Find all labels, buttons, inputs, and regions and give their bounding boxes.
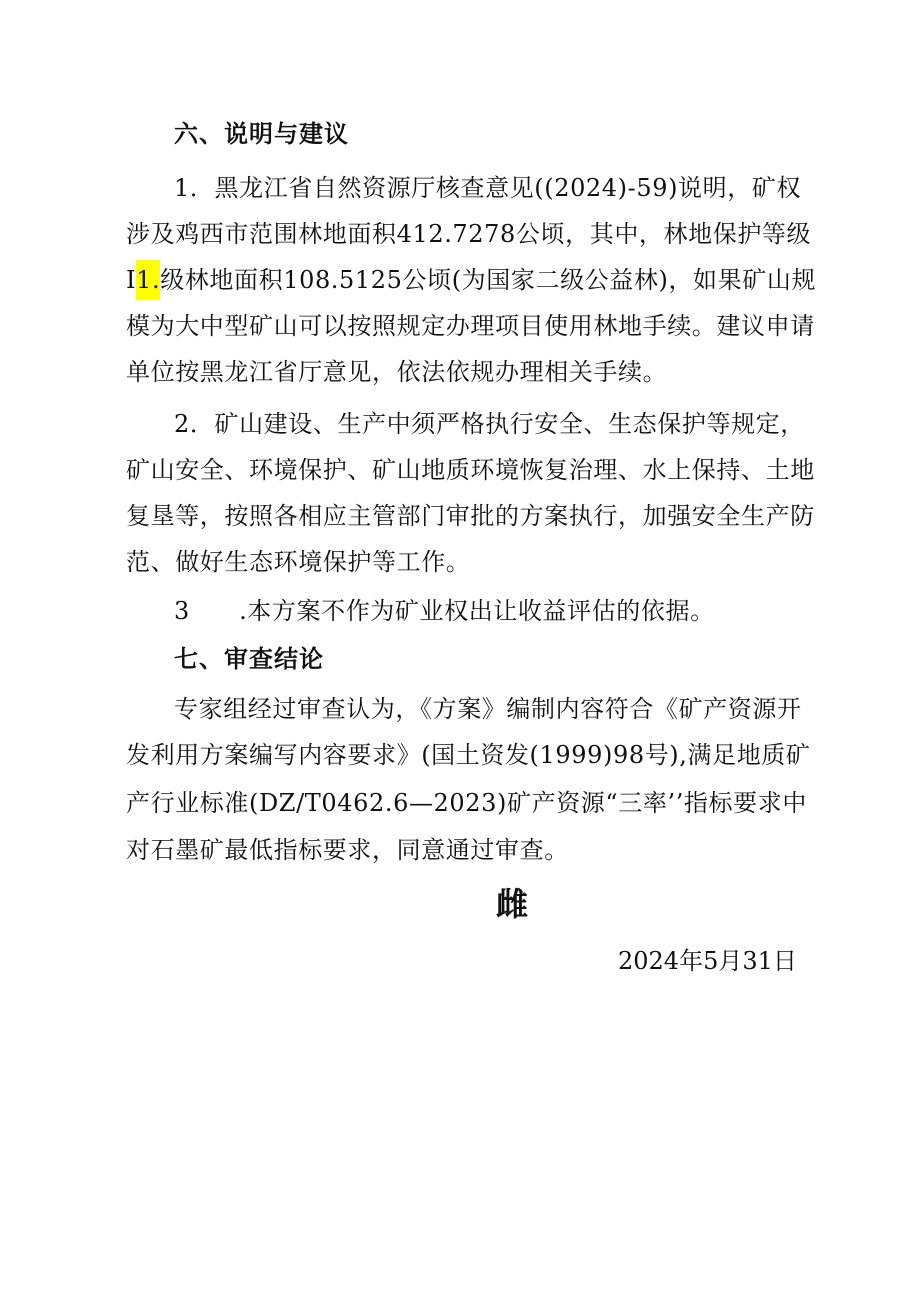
- conclusion-line-3: 产行业标准(DZ/T0462.6—2023)矿产资源“三率’’指标要求中: [126, 789, 807, 817]
- item-3-line-1: 3 .本方案不作为矿业权出让收益评估的依据。: [174, 597, 715, 625]
- item-1-line-5: 单位按黑龙江省厅意见，依法依规办理相关手续。: [126, 358, 668, 386]
- section-7-heading: 七、审查结论: [174, 645, 324, 673]
- conclusion-line-1: 专家组经过审查认为，《方案》编制内容符合《矿产资源开: [174, 695, 802, 723]
- conclusion-line-2: 发利用方案编写内容要求》(国土资发(1999)98号),满足地质矿: [126, 741, 811, 769]
- item-1-line-3: [126, 264, 817, 296]
- conclusion-line-4: 对石墨矿最低指标要求，同意通过审查。: [126, 836, 569, 864]
- item-1-line-3-prefix: I: [126, 266, 137, 294]
- document-date: 2024年5月31日: [618, 947, 797, 975]
- item-1-line-2: 涉及鸡西市范围林地面积412.7278公顷，其中，林地保护等级: [126, 220, 812, 248]
- item-2-line-3: 复垦等，按照各相应主管部门审批的方案执行，加强安全生产防: [126, 502, 815, 530]
- item-2-line-4: 范、做好生态环境保护等工作。: [126, 548, 471, 576]
- highlighted-text: 1.: [136, 260, 160, 300]
- item-1-line-1: 1．黑龙江省自然资源厅核查意见((2024)-59)说明，矿权: [174, 174, 802, 202]
- item-2-line-1: 2．矿山建设、生产中须严格执行安全、生态保护等规定，: [174, 410, 805, 438]
- item-1-line-3-rest: 级林地面积108.5125公顷(为国家二级公益林)，如果矿山规: [160, 266, 817, 294]
- section-6-heading: 六、说明与建议: [174, 120, 349, 148]
- item-2-line-2: 矿山安全、环境保护、矿山地质环境恢复治理、水上保持、土地: [126, 456, 815, 484]
- item-1-line-4: 模为大中型矿山可以按照规定办理项目使用林地手续。建议申请: [126, 312, 815, 340]
- signature-mark: 雌: [496, 885, 529, 923]
